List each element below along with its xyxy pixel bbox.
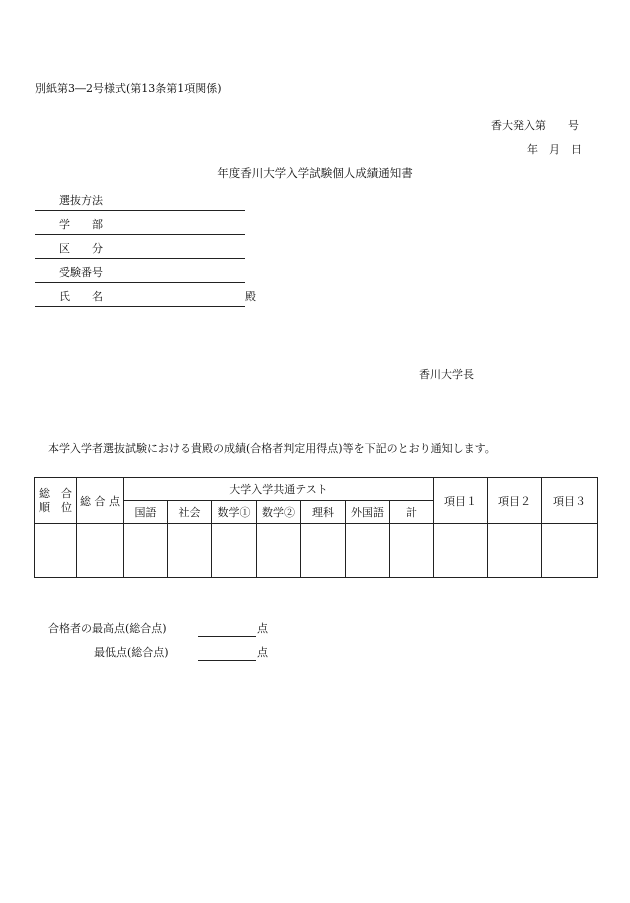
field-selection-method [35, 194, 245, 211]
issue-number: 香大発入第 号 [491, 119, 579, 132]
header-rank: 総 合 順 位 [35, 478, 77, 524]
cell-sum [390, 524, 434, 578]
grades-table [34, 477, 598, 578]
header-subject-math1: 数学① [212, 501, 257, 524]
header-total: 総 合 点 [77, 478, 124, 524]
cell-item-3 [542, 524, 598, 578]
cell-total [77, 524, 124, 578]
header-common-test: 大学入学共通テスト [124, 478, 434, 501]
max-score-row [48, 622, 288, 638]
cell-math1 [212, 524, 257, 578]
field-label: 区 分 [59, 242, 103, 255]
table-row [35, 524, 598, 578]
notice-text: 本学入学者選抜試験における貴殿の成績(合格者判定用得点)等を下記のとおり通知します。 [48, 442, 496, 455]
field-label: 選抜方法 [59, 194, 103, 207]
president-signature: 香川大学長 [419, 368, 474, 381]
cell-foreign [346, 524, 390, 578]
header-item-3: 項目３ [542, 478, 598, 524]
cell-japanese [124, 524, 168, 578]
header-item-2: 項目２ [488, 478, 542, 524]
header-subject-social: 社会 [168, 501, 212, 524]
header-subject-math2: 数学② [257, 501, 301, 524]
field-label: 氏 名 [59, 290, 103, 303]
document-title: 年度香川大学入学試験個人成績通知書 [217, 166, 413, 180]
cell-social [168, 524, 212, 578]
field-label: 受験番号 [59, 266, 103, 279]
header-subject-japanese: 国語 [124, 501, 168, 524]
cell-math2 [257, 524, 301, 578]
cell-rank [35, 524, 77, 578]
min-score-label: 最低点(総合点) [94, 646, 169, 659]
max-score-unit: 点 [257, 622, 268, 635]
issue-date: 年 月 日 [527, 143, 582, 156]
cell-item-2 [488, 524, 542, 578]
field-faculty [35, 218, 245, 235]
header-item-1: 項目１ [434, 478, 488, 524]
field-exam-number [35, 266, 245, 283]
honorific-suffix: 殿 [245, 290, 256, 303]
max-score-label: 合格者の最高点(総合点) [48, 622, 167, 635]
field-category [35, 242, 245, 259]
min-score-row [48, 646, 288, 662]
header-subject-sum: 計 [390, 501, 434, 524]
max-score-blank [198, 622, 256, 637]
min-score-unit: 点 [257, 646, 268, 659]
field-name [35, 290, 256, 307]
cell-science [301, 524, 346, 578]
header-subject-foreign: 外国語 [346, 501, 390, 524]
min-score-blank [198, 646, 256, 661]
field-label: 学 部 [59, 218, 103, 231]
header-subject-science: 理科 [301, 501, 346, 524]
form-number: 別紙第3―2号様式(第13条第1項関係) [35, 82, 222, 95]
cell-item-1 [434, 524, 488, 578]
